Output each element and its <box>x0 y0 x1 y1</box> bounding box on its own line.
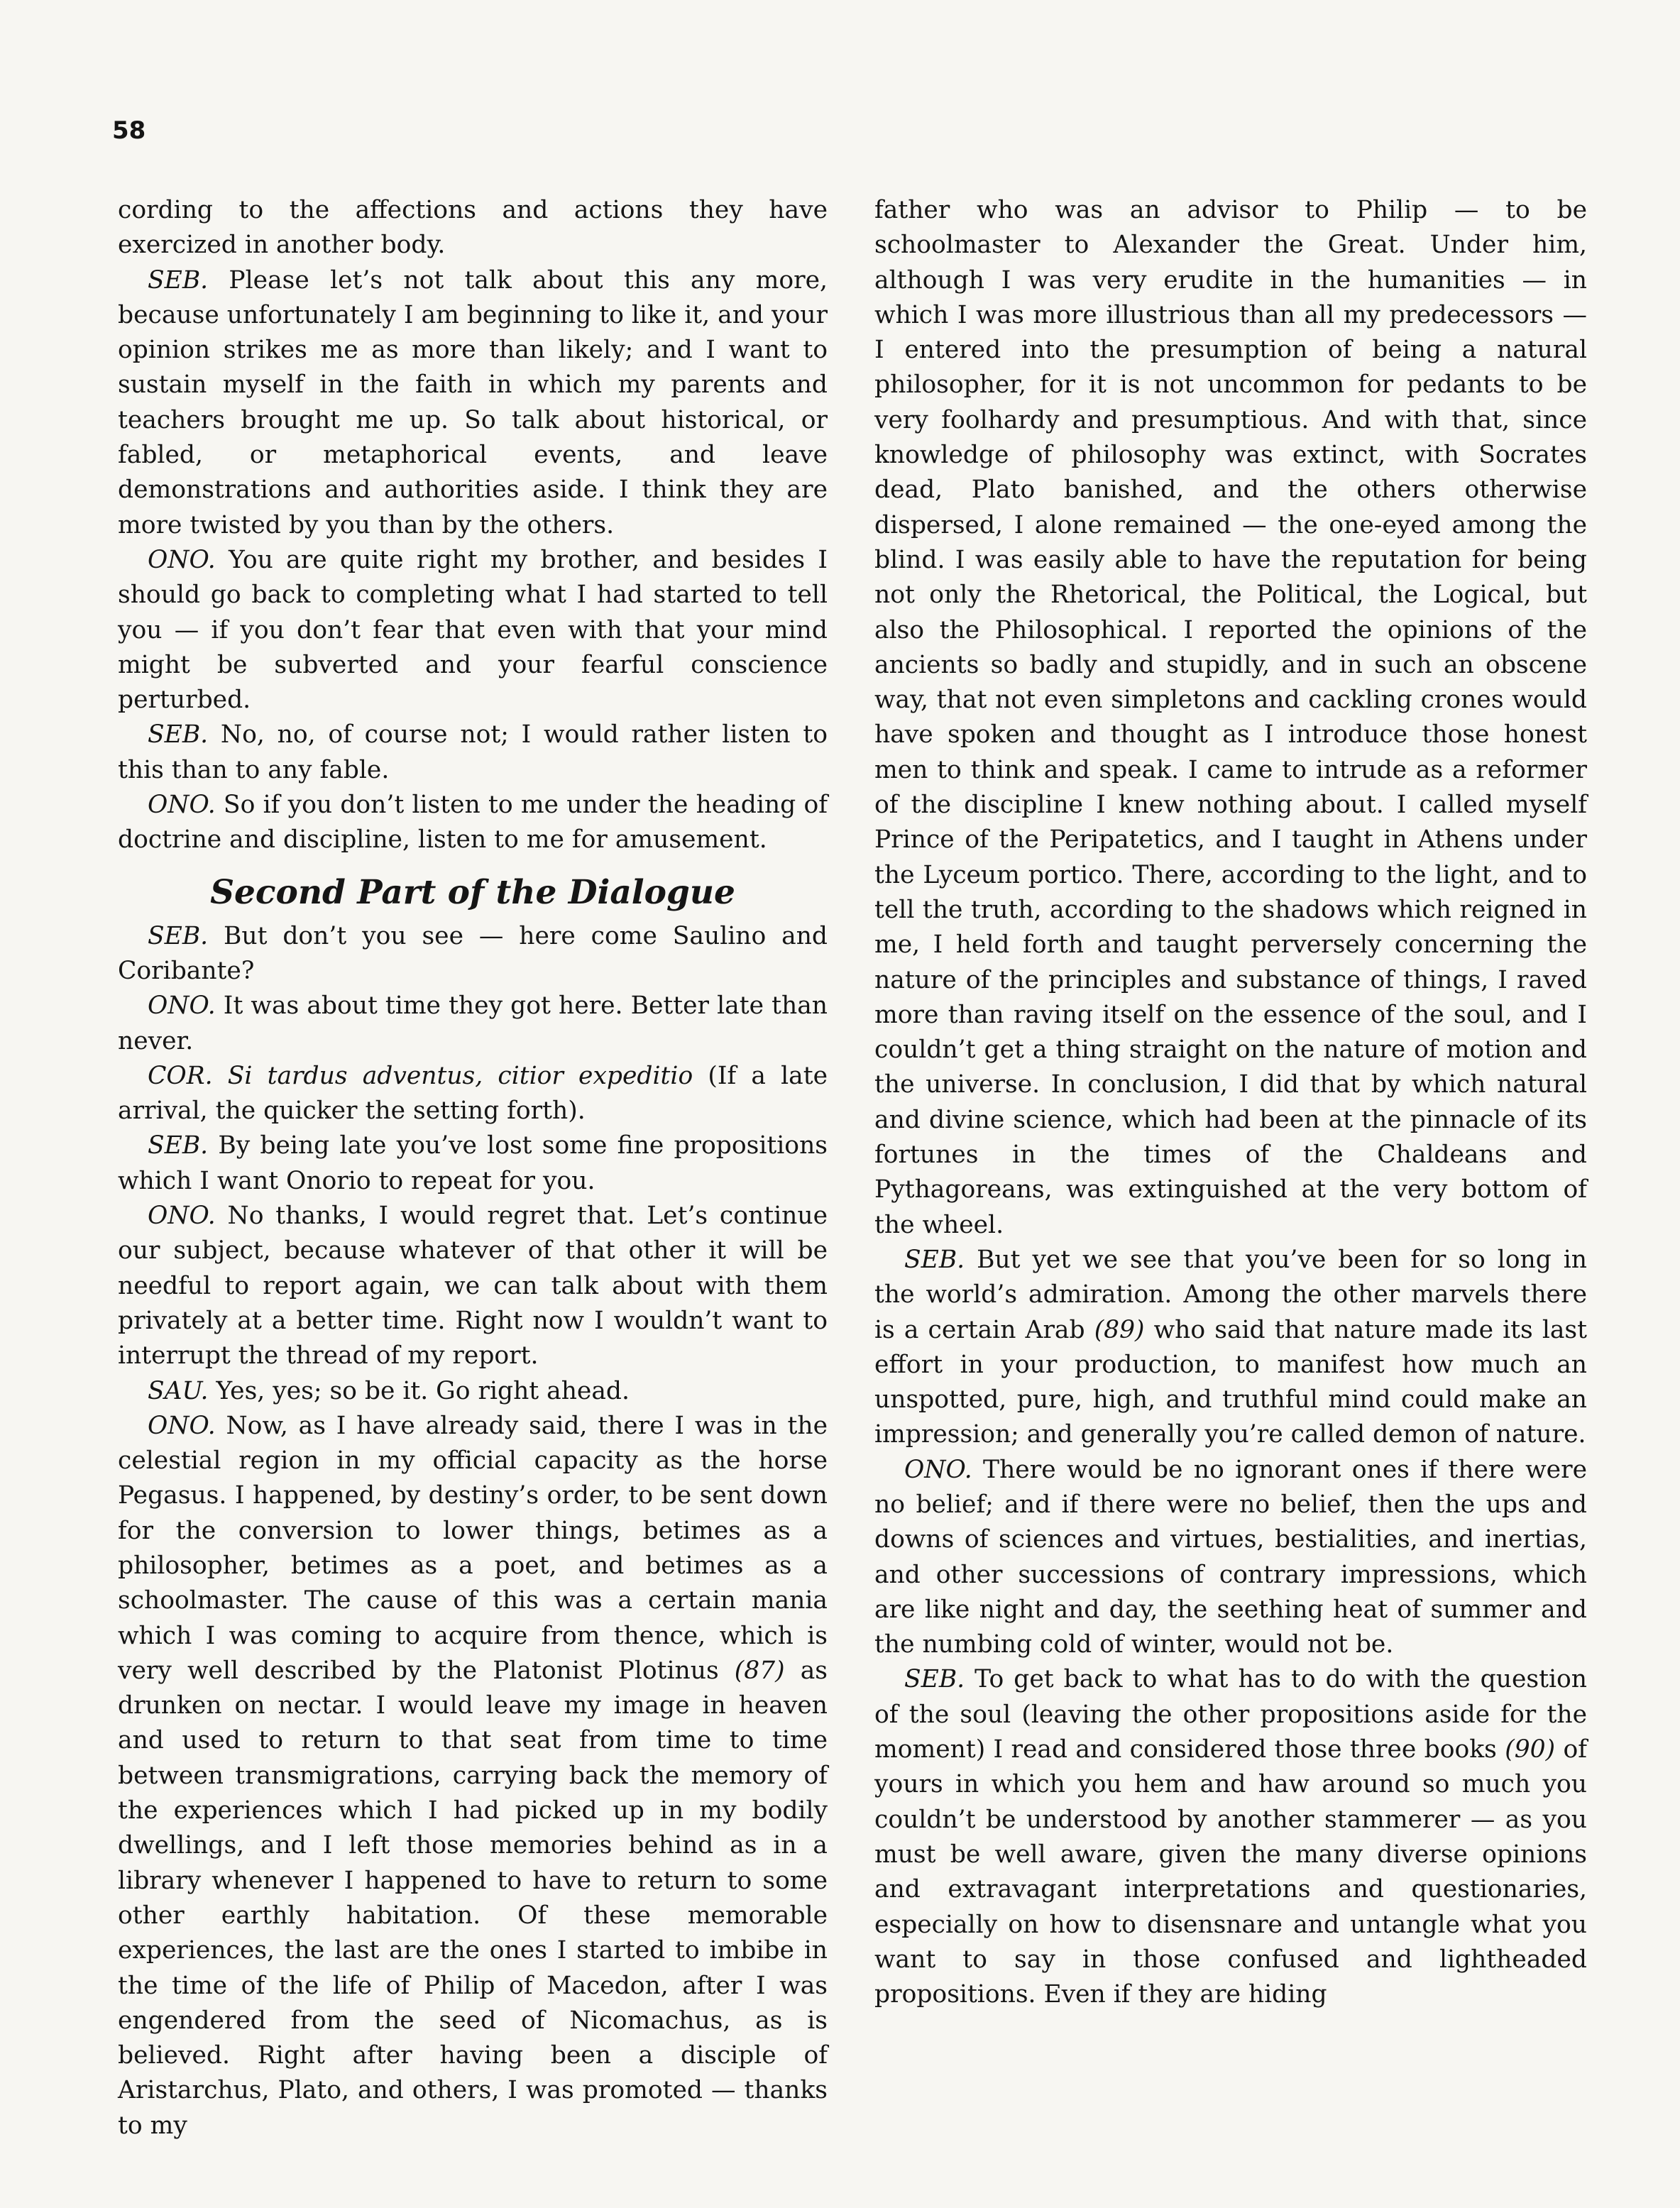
paragraph-text: father who was an advisor to Philip — to be schoolmaster to Alexander the Great. Under him, although I was very erudite in the humanities — in which I was more illustrious than all my predecessors — I entered into the presumption of being a natural philosopher, for it is not uncommon for pedants to be very foolhardy and presumptious. And with that, since knowledge of philosophy was extinct, with Socrates dead, Plato banished, and the others otherwise dispersed, I alone remained — the one-eyed among the blind. I was easily able to have the reputation for being not only the Rhetorical, the Political, the Logical, but also the Philosophical. I reported the opinions of the ancients so badly and stupidly, and in such an obscene way, that not even simpletons and cackling crones would have spoken and thought as I introduce those honest men to think and speak. I came to intrude as a reformer of the discipline I knew nothing about. I called myself Prince of the Peripatetics, and I taught in Athens under the Lyceum portico. There, according to the light, and to tell the truth, according to the shadows which reigned in me, I held forth and taught perversely concerning the nature of the principles and substance of things, I raved more than raving itself on the essence of the soul, and I couldn’t get a thing straight on the nature of motion and the universe. In conclusion, I did that by which natural and divine science, which had been at the pinnacle of its fortunes in the times of the Chaldeans and Pythagoreans, was extinguished at the very bottom of the wheel. <box>874 196 1587 1239</box>
paragraph-text: Yes, yes; so be it. Go right ahead. <box>208 1376 630 1405</box>
paragraph-text: who said that nature made its last effort in your production, to manifest how much an unspotted, pure, high, and truthful mind could make an impression; and generally you’re called demon of nature. <box>874 1315 1587 1449</box>
paragraph-text: No thanks, I would regret that. Let’s continue our subject, because whatever of that other it will be needful to report again, we can talk about with them privately at a better time. Right now I wouldn’t want to interrupt the thread of my report. <box>118 1202 828 1371</box>
speaker-label: SEB. <box>148 720 209 749</box>
note-reference: (90) <box>1496 1735 1556 1764</box>
speaker-label: SAU. <box>148 1376 209 1405</box>
paragraph-text: as drunken on nectar. I would leave my image in heaven and used to return to that seat from time to time between transmigrations, carrying back the memory of the experiences which I had picked up in my bodily dwellings, and I left those memories behind as in a library whenever I happened to have to return to some other earthly habitation. Of these memorable experiences, the last are the ones I started to imbibe in the time of the life of Philip of Macedon, after I was engendered from the seed of Nicomachus, as is believed. Right after having been a disciple of Aristarchus, Plato, and others, I was promoted — thanks to my <box>118 1656 828 2140</box>
paragraph <box>118 543 828 718</box>
speaker-label: SEB. <box>148 921 209 950</box>
paragraph <box>874 1243 1587 1453</box>
left-column <box>118 193 828 2143</box>
paragraph-text: Now, as I have already said, there I was in the celestial region in my official capacity as the horse Pegasus. I happened, by destiny’s order, to be sent down for the conversion to lower things, betimes as a philosopher, betimes as a poet, and betimes as a schoolmaster. The cause of this was a certain mania which I was coming to acquire from thence, which is very well described by the Platonist Plotinus <box>118 1411 828 1685</box>
speaker-label: COR. <box>148 1061 213 1090</box>
paragraph-text: of yours in which you hem and haw around so much you couldn’t be understood by another stammerer — as you must be well aware, given the many diverse opinions and extravagant interpretations and questionaries, especially on how to disensnare and untangle what you want to say in those confused and lightheaded propositions. Even if they are hiding <box>874 1735 1587 2009</box>
paragraph-text: Please let’s not talk about this any more, because unfortunately I am beginning to like it, and your opinion strikes me as more than likely; and I want to sustain myself in the faith in which my parents and teachers brought me up. So talk about historical, or fabled, or metaphorical events, and leave demonstrations and authorities aside. I think they are more twisted by you than by the others. <box>118 265 828 539</box>
paragraph <box>118 1128 828 1199</box>
paragraph <box>118 193 828 263</box>
paragraph <box>118 1374 828 1409</box>
paragraph-text: By being late you’ve lost some fine propositions which I want Onorio to repeat for you. <box>118 1131 828 1195</box>
section-heading: Second Part of the Dialogue <box>210 872 735 912</box>
paragraph <box>118 1199 828 1373</box>
speaker-label: ONO. <box>148 791 216 820</box>
speaker-label: SEB. <box>904 1245 965 1274</box>
speaker-label: ONO. <box>148 545 216 574</box>
paragraph <box>118 788 828 858</box>
speaker-label: SEB. <box>148 1131 209 1160</box>
speaker-label: ONO. <box>904 1455 972 1484</box>
page-number: 58 <box>112 116 146 145</box>
paragraph <box>118 718 828 788</box>
paragraph-text: There would be no ignorant ones if there were no belief; and if there were no belief, then the ups and downs of sciences and virtues, bestialities, and inertias, and other successions of contrary impressions, which are like night and day, the seething heat of summer and the numbing cold of winter, would not be. <box>874 1455 1587 1659</box>
paragraph <box>118 919 828 989</box>
right-column <box>874 193 1587 2012</box>
note-reference: (87) <box>718 1656 785 1685</box>
note-reference: (89) <box>1085 1315 1145 1344</box>
paragraph-text: No, no, of course not; I would rather listen to this than to any fable. <box>118 720 828 784</box>
speaker-label: SEB. <box>904 1665 965 1694</box>
paragraph-text: cording to the affections and actions they have exercized in another body. <box>118 196 828 260</box>
paragraph <box>874 1662 1587 2012</box>
speaker-label: ONO. <box>148 1411 216 1440</box>
latin-quote: Si tardus adventus, citior expeditio <box>212 1061 693 1090</box>
speaker-label: SEB. <box>148 265 209 295</box>
paragraph-text: It was about time they got here. Better late than never. <box>118 992 828 1055</box>
paragraph <box>118 1409 828 2143</box>
paragraph-text: But yet we see that you’ve been for so long in the world’s admiration. Among the other marvels there is a certain Arab <box>874 1245 1587 1344</box>
paragraph <box>874 1453 1587 1663</box>
paragraph-text: But don’t you see — here come Saulino and Coribante? <box>118 921 828 985</box>
speaker-label: ONO. <box>148 1202 216 1231</box>
paragraph <box>118 989 828 1059</box>
paragraph-text: (If a late arrival, the quicker the setting forth). <box>118 1061 828 1126</box>
paragraph <box>874 193 1587 1243</box>
speaker-label: ONO. <box>148 992 216 1021</box>
paragraph-text: So if you don’t listen to me under the heading of doctrine and discipline, listen to me for amusement. <box>118 791 828 855</box>
paragraph-text: To get back to what has to do with the question of the soul (leaving the other propositions aside for the moment) I read and considered those three books <box>874 1665 1587 1764</box>
paragraph <box>118 263 828 543</box>
paragraph <box>118 1059 828 1129</box>
paragraph-text: You are quite right my brother, and besides I should go back to completing what I had started to tell you — if you don’t fear that even with that your mind might be subverted and your fearful conscience perturbed. <box>118 545 828 715</box>
